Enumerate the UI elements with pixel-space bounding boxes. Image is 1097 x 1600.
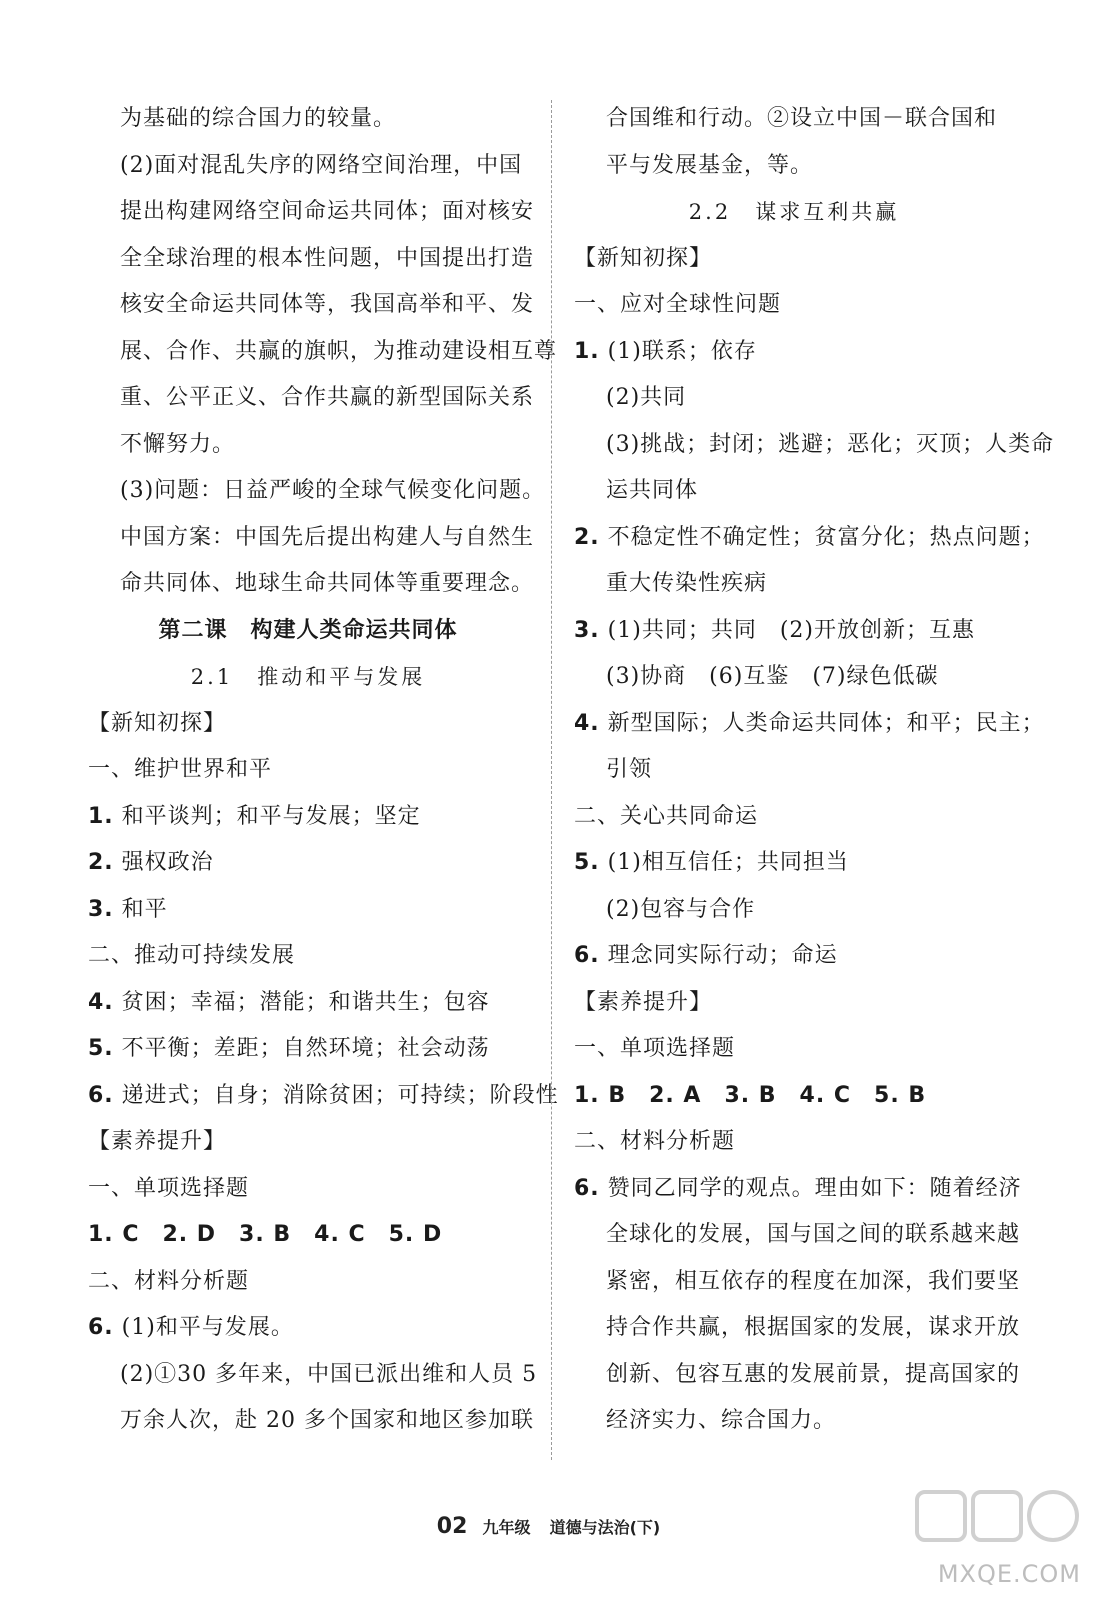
line-text: 中国方案：中国先后提出构建人与自然生 xyxy=(120,524,535,550)
line-text: 命共同体、地球生命共同体等重要理念。 xyxy=(120,571,535,596)
line-text: 第二课 构建人类命运共同体 xyxy=(158,617,458,643)
line-text: 全全球治理的根本性问题，中国提出打造 xyxy=(120,245,535,271)
right-line xyxy=(574,933,1014,980)
right-line xyxy=(574,1305,1021,1352)
line-text: 一、维护世界和平 xyxy=(88,757,273,782)
right-line xyxy=(574,840,1014,887)
left-line xyxy=(88,422,528,469)
item-number: 3. xyxy=(88,896,114,922)
line-text: 【素养提升】 xyxy=(88,1129,227,1154)
left-line xyxy=(88,1352,538,1399)
left-line xyxy=(88,143,528,190)
line-text: 持合作共赢，根据国家的发展，谋求开放 xyxy=(606,1315,1021,1340)
right-line xyxy=(574,608,1014,655)
line-text: 和平 xyxy=(113,896,168,922)
left-line xyxy=(88,933,528,980)
line-text: 【新知初探】 xyxy=(574,245,713,271)
right-line xyxy=(574,1352,1021,1399)
right-column xyxy=(574,96,1055,1445)
left-line xyxy=(88,840,528,887)
line-text: (1)共同；共同 (2)开放创新；互惠 xyxy=(599,617,975,643)
line-text: 和平谈判；和平与发展；坚定 xyxy=(113,803,421,829)
left-line xyxy=(88,1119,528,1166)
line-text: 理念同实际行动；命运 xyxy=(599,943,838,968)
item-number: 3. xyxy=(574,617,600,643)
line-text: 提出构建网络空间命运共同体；面对核安 xyxy=(120,199,535,224)
left-line xyxy=(88,236,535,283)
right-line xyxy=(574,654,1014,701)
item-number: 4. xyxy=(88,989,114,1015)
line-text: 二、材料分析题 xyxy=(88,1268,250,1294)
line-text: 平与发展基金，等。 xyxy=(606,152,814,178)
right-line xyxy=(574,422,1055,469)
right-line xyxy=(574,1166,1022,1213)
line-text: 紧密，相互依存的程度在加深，我们要坚 xyxy=(606,1268,1021,1294)
line-text: 贫困；幸福；潜能；和谐共生；包容 xyxy=(113,989,490,1015)
right-line xyxy=(574,887,1014,934)
left-line xyxy=(88,282,535,329)
left-line xyxy=(88,608,528,655)
right-line xyxy=(574,1119,1014,1166)
left-line xyxy=(88,375,535,422)
right-line xyxy=(574,236,1014,283)
item-number: 2. xyxy=(88,850,114,875)
line-text: 为基础的综合国力的较量。 xyxy=(120,106,397,131)
right-line xyxy=(574,143,1014,190)
item-number: 6. xyxy=(574,1175,600,1201)
item-number: 4. xyxy=(574,710,600,736)
item-number: 1. xyxy=(574,338,600,364)
line-text: 2.2 谋求互利共赢 xyxy=(688,200,900,224)
item-number: 1. xyxy=(88,803,114,829)
left-line xyxy=(88,1305,528,1352)
line-text: 二、材料分析题 xyxy=(574,1129,736,1154)
right-line xyxy=(574,1398,1014,1445)
left-column xyxy=(88,96,559,1445)
line-text: 万余人次，赴 20 多个国家和地区参加联 xyxy=(120,1408,534,1433)
right-line xyxy=(574,468,1014,515)
item-number: 5. xyxy=(88,1036,114,1061)
line-text: 重大传染性疾病 xyxy=(606,571,768,596)
line-text: 不平衡；差距；自然环境；社会动荡 xyxy=(113,1036,490,1061)
line-text: 一、单项选择题 xyxy=(574,1036,736,1061)
right-line xyxy=(574,1259,1021,1306)
line-text: (3)挑战；封闭；逃避；恶化；灭顶；人类命 xyxy=(606,431,1055,457)
right-line xyxy=(574,794,1014,841)
line-text: 【素养提升】 xyxy=(574,989,713,1015)
right-line xyxy=(574,980,1014,1027)
line-text: (1)联系；依存 xyxy=(599,338,757,364)
line-text: 二、推动可持续发展 xyxy=(88,943,296,968)
line-text: 一、应对全球性问题 xyxy=(574,292,782,317)
left-line xyxy=(88,747,528,794)
line-text: 重、公平正义、合作共赢的新型国际关系 xyxy=(120,385,535,410)
line-text: (1)相互信任；共同担当 xyxy=(599,850,849,875)
right-line xyxy=(574,561,1014,608)
right-line xyxy=(574,701,1045,748)
line-text: 【新知初探】 xyxy=(88,710,227,736)
left-line xyxy=(88,515,535,562)
right-line xyxy=(574,189,1014,236)
left-line xyxy=(88,96,528,143)
left-line xyxy=(88,1026,528,1073)
left-line xyxy=(88,1166,528,1213)
left-line xyxy=(88,329,558,376)
line-text: 引领 xyxy=(606,757,653,782)
right-line xyxy=(574,1212,1021,1259)
line-text: (1)和平与发展。 xyxy=(113,1315,294,1340)
grade-label: 九年级 xyxy=(482,1518,531,1537)
item-number: 2. xyxy=(574,524,600,550)
subject-label: 道德与法治(下) xyxy=(549,1518,661,1537)
line-text: 经济实力、综合国力。 xyxy=(606,1408,837,1433)
column-divider xyxy=(551,100,552,1460)
line-text: 全球化的发展，国与国之间的联系越来越 xyxy=(606,1222,1021,1247)
right-line xyxy=(574,1073,1014,1120)
left-line xyxy=(88,980,528,1027)
right-line xyxy=(574,515,1045,562)
line-text: 运共同体 xyxy=(606,478,699,503)
right-line xyxy=(574,329,1014,376)
left-line xyxy=(88,1259,528,1306)
item-number: 6. xyxy=(574,943,600,968)
left-line xyxy=(88,794,528,841)
item-number: 5. xyxy=(574,850,600,875)
item-number: 6. xyxy=(88,1315,114,1340)
line-text: 核安全命运共同体等，我国高举和平、发 xyxy=(120,292,535,317)
right-line xyxy=(574,747,1014,794)
left-line xyxy=(88,468,546,515)
left-line xyxy=(88,1212,528,1259)
line-text: (2)共同 xyxy=(606,385,687,410)
line-text: 合国维和行动。②设立中国－联合国和 xyxy=(606,106,998,131)
left-line xyxy=(88,701,528,748)
right-line xyxy=(574,282,1014,329)
line-text: 展、合作、共赢的旗帜，为推动建设相互尊 xyxy=(120,338,558,364)
line-text: 二、关心共同命运 xyxy=(574,803,759,829)
left-line xyxy=(88,887,528,934)
left-line xyxy=(88,654,528,701)
line-text: (3)协商 (6)互鉴 (7)绿色低碳 xyxy=(606,664,939,689)
right-line xyxy=(574,375,1014,422)
line-text: 递进式；自身；消除贫困；可持续；阶段性 xyxy=(113,1082,559,1108)
left-line xyxy=(88,189,535,236)
line-text: 1. C 2. D 3. B 4. C 5. D xyxy=(88,1222,443,1247)
line-text: 2.1 推动和平与发展 xyxy=(190,665,426,689)
right-line xyxy=(574,96,1014,143)
line-text: 创新、包容互惠的发展前景，提高国家的 xyxy=(606,1361,1021,1387)
line-text: 不稳定性不确定性；贫富分化；热点问题； xyxy=(599,524,1045,550)
line-text: (2)面对混乱失序的网络空间治理，中国 xyxy=(120,152,523,178)
line-text: 1. B 2. A 3. B 4. C 5. B xyxy=(574,1082,927,1108)
left-line xyxy=(88,561,535,608)
line-text: 不懈努力。 xyxy=(120,431,236,457)
line-text: (3)问题：日益严峻的全球气候变化问题。 xyxy=(120,478,546,503)
line-text: (2)①30 多年来，中国已派出维和人员 5 xyxy=(120,1361,538,1387)
right-line xyxy=(574,1026,1014,1073)
page-number: 02 xyxy=(436,1514,468,1539)
line-text: 一、单项选择题 xyxy=(88,1175,250,1201)
line-text: (2)包容与合作 xyxy=(606,896,756,922)
line-text: 赞同乙同学的观点。理由如下：随着经济 xyxy=(599,1175,1022,1201)
left-line xyxy=(88,1398,534,1445)
item-number: 6. xyxy=(88,1082,114,1108)
line-text: 新型国际；人类命运共同体；和平；民主； xyxy=(599,710,1045,736)
watermark-text: MXQE.COM xyxy=(937,1560,1081,1588)
left-line xyxy=(88,1073,559,1120)
line-text: 强权政治 xyxy=(113,850,214,875)
